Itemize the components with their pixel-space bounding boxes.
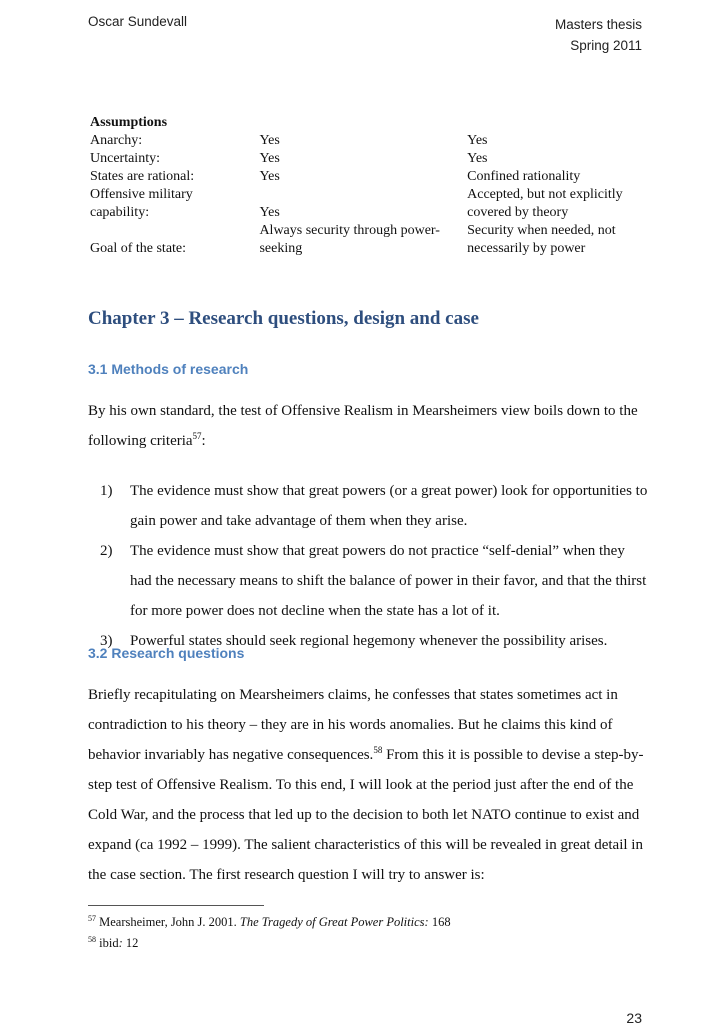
chapter-title: Chapter 3 – Research questions, design and case: [88, 308, 479, 329]
row-label: Goal of the state:: [90, 241, 187, 256]
header-doc-type: Masters thesis: [554, 17, 642, 32]
footnote-page: 168: [428, 915, 451, 930]
assumptions-table: [88, 114, 648, 258]
footnote-number: 58: [88, 935, 96, 945]
footnote-57: [88, 910, 451, 931]
footnote-number: 57: [88, 914, 96, 923]
criteria-list: [100, 476, 648, 656]
list-item-text: The evidence must show that great powers do not practice “self-denial” when they had the necessary means to shift the balance of power in their favor, and that the thirst for more power does not decline when the state has a lot of it.: [130, 543, 647, 619]
row-label: Anarchy:: [90, 133, 143, 148]
section-3-1-intro: [88, 396, 648, 456]
table-row: [88, 186, 648, 222]
footnote-text: ibid: [96, 936, 119, 951]
row-value-offensive: Always security through power-seeking: [259, 223, 440, 256]
list-item: [100, 476, 648, 536]
table-heading-row: [88, 114, 648, 132]
list-item-text: The evidence must show that great powers (or a great power) look for opportunities to gain power and take advantage of them when they arise.: [130, 483, 648, 529]
row-value-alternative: Accepted, but not explicitly covered by theory: [467, 187, 623, 220]
footnote-58: [88, 931, 451, 952]
table-row: [88, 132, 648, 150]
list-item-number: 2): [100, 543, 113, 559]
footnotes: [88, 910, 451, 952]
footnote-page: 12: [122, 936, 139, 951]
table-row: [88, 222, 648, 258]
body-text-part1: Briefly recapitulating on Mearsheimers claims, he confesses that states sometimes act in contradiction to his theory – they are in his words anomalies. But he claims this kind of behavior invariably has negative consequences.: [88, 687, 618, 763]
list-item-text: Powerful states should seek regional hegemony whenever the possibility arises.: [130, 633, 608, 649]
table-heading: Assumptions: [90, 115, 168, 130]
row-value-offensive: Yes: [259, 169, 280, 184]
row-label: Uncertainty:: [90, 151, 160, 166]
list-item: [100, 536, 648, 626]
row-label: States are rational:: [90, 169, 195, 184]
footnote-ref-58: 58: [373, 745, 383, 755]
footnote-title: The Tragedy of Great Power Politics:: [239, 915, 429, 930]
row-value-offensive: Yes: [259, 133, 280, 148]
body-text-part2: From this it is possible to devise a step-by-step test of Offensive Realism. To this end, I will look at the period just after the end of the Cold War, and the process that led up to the decision to both let NATO continue to exist and expand (ca 1992 – 1999). The salient characteristics of this will be revealed in great detail in the case section. The first research question I will try to answer is:: [88, 747, 644, 883]
row-value-offensive: Yes: [259, 151, 280, 166]
row-label: Offensive military capability:: [90, 187, 193, 220]
list-item-number: 3): [100, 633, 113, 649]
page-number: 23: [626, 1010, 642, 1026]
footnote-ref-57: 57: [192, 431, 202, 441]
intro-text: By his own standard, the test of Offensive Realism in Mearsheimers view boils down to the following criteria: [88, 403, 638, 449]
row-value-offensive: Yes: [259, 205, 280, 220]
footnote-title: :: [118, 936, 123, 951]
row-value-alternative: Security when needed, not necessarily by power: [467, 223, 616, 256]
header-doc-info: [555, 14, 642, 56]
table-row: [88, 168, 648, 186]
table-row: [88, 150, 648, 168]
footnote-divider: [88, 905, 264, 906]
footnote-text: Mearsheimer, John J. 2001.: [96, 915, 240, 930]
section-heading-3-1: 3.1 Methods of research: [88, 361, 249, 377]
header-term: Spring 2011: [570, 38, 642, 53]
row-value-alternative: Yes: [467, 133, 488, 148]
header-author: Oscar Sundevall: [88, 14, 188, 29]
intro-end: :: [201, 433, 206, 449]
list-item-number: 1): [100, 483, 113, 499]
row-value-alternative: Yes: [467, 151, 488, 166]
section-heading-3-2: 3.2 Research questions: [88, 645, 245, 661]
row-value-alternative: Confined rationality: [467, 169, 581, 184]
section-3-2-body: [88, 680, 648, 890]
